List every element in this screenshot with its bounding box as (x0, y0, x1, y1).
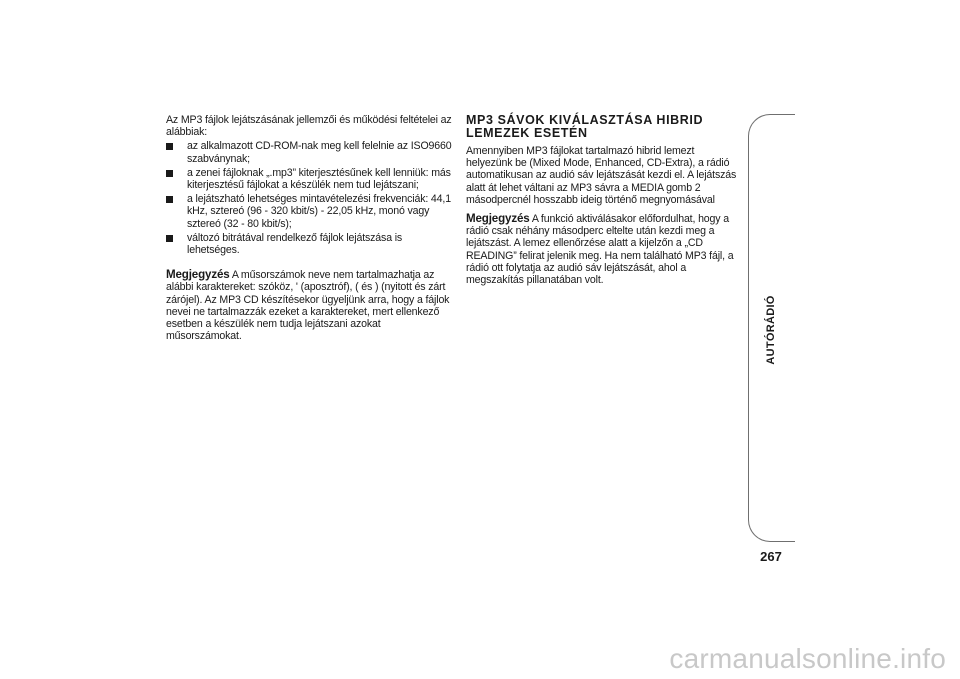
checkbox-bullet-icon (166, 196, 173, 203)
body-paragraph: Amennyiben MP3 fájlokat tartalmazó hibrid lemezt helyezünk be (Mixed Mode, Enhanced, CD-Extra), a rádió automatikusan az audió sáv lejátszását kezdi el. A lejátszás alatt át lehet váltani az MP3 sávra a MEDIA gomb 2 másodpercnél hosszabb ideig történő megnyomásával (466, 145, 737, 206)
list-item (166, 167, 452, 191)
list-item (166, 232, 452, 256)
note-label: Megjegyzés (166, 268, 230, 282)
right-column (466, 114, 742, 286)
watermark: carmanualsonline.info (669, 643, 946, 674)
list-item (166, 140, 452, 164)
note-label: Megjegyzés (466, 212, 530, 226)
note-paragraph (466, 213, 742, 286)
requirements-list (166, 140, 452, 256)
page-number: 267 (760, 549, 782, 564)
checkbox-bullet-icon (166, 235, 173, 242)
intro-text: Az MP3 fájlok lejátszásának jellemzői és működési feltételei az alábbiak: (166, 114, 452, 139)
left-column (166, 114, 452, 342)
note-text: A műsorszámok neve nem tartalmazhatja az alábbi karaktereket: szóköz, ' (aposztróf), ( és ) (nyitott és zárt zárójel). Az MP3 CD készítésekor ügyeljünk arra, hogy a fájlok nevei ne tartalmazzák ezeket a karaktereket, mert ellenkező esetben a készülék nem tudja lejátszani azokat műsorszámokat. (166, 269, 450, 343)
note-text: A funkció aktiválásakor előfordulhat, hogy a rádió csak néhány másodperc eltelte után kezdi meg a lejátszást. A lemez ellenőrzése alatt a kijelzőn a „CD READING” felirat jelenik meg. Ha nem található MP3 fájl, a rádió ott folytatja az audió sáv lejátszását, ahol a megszakítás pillanatában volt. (466, 213, 734, 287)
section-heading: MP3 SÁVOK KIVÁLASZTÁSA HIBRID LEMEZEK ESETÉN (466, 113, 704, 140)
list-item-text: az alkalmazott CD-ROM-nak meg kell felelnie az ISO9660 szabványnak; (187, 140, 452, 165)
checkbox-bullet-icon (166, 143, 173, 150)
list-item-text: változó bitrátával rendelkező fájlok lejátszása is lehetséges. (187, 231, 403, 257)
note-paragraph (166, 269, 452, 342)
list-item-text: a lejátszható lehetséges mintavételezési frekvenciák: 44,1 kHz, sztereó (96 - 320 kbit/s) - 22,05 kHz, monó vagy sztereó (32 - 80 kbit/s); (187, 193, 451, 230)
list-item (166, 193, 452, 230)
checkbox-bullet-icon (166, 170, 173, 177)
chapter-label: AUTÓRÁDIÓ (765, 295, 777, 365)
list-item-text: a zenei fájloknak „.mp3” kiterjesztésűnek kell lenniük: más kiterjesztésű fájlokat a készülék nem tud lejátszani; (187, 166, 451, 192)
